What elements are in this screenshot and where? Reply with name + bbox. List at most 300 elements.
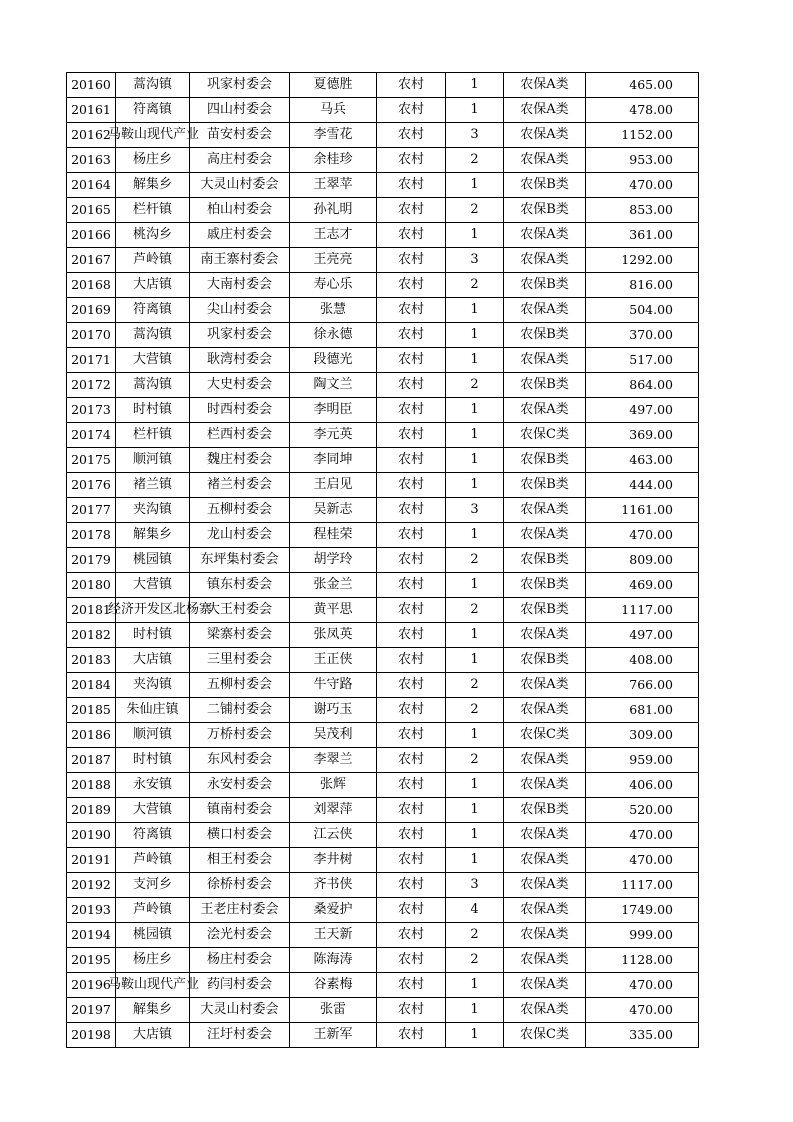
person-name-cell: 张慧 [290,298,377,323]
table-row [67,623,699,648]
village-committee-cell: 横口村委会 [190,823,290,848]
town-cell: 顺河镇 [116,448,190,473]
amount-cell: 470.00 [586,973,699,998]
insurance-class-cell: 农保B类 [504,798,586,823]
area-type-cell: 农村 [377,723,446,748]
town-cell: 芦岭镇 [116,898,190,923]
table-row [67,898,699,923]
count-cell: 2 [446,373,504,398]
area-type-cell: 农村 [377,623,446,648]
amount-cell: 361.00 [586,223,699,248]
village-committee-cell: 四山村委会 [190,98,290,123]
insurance-class-cell: 农保A类 [504,523,586,548]
count-cell: 1 [446,323,504,348]
record-id-cell: 20181 [67,598,116,623]
count-cell: 1 [446,773,504,798]
village-committee-cell: 苗安村委会 [190,123,290,148]
record-id-cell: 20187 [67,748,116,773]
record-id-cell: 20176 [67,473,116,498]
insurance-class-cell: 农保A类 [504,123,586,148]
count-cell: 2 [446,698,504,723]
amount-cell: 1128.00 [586,948,699,973]
town-cell: 芦岭镇 [116,248,190,273]
town-cell: 符离镇 [116,98,190,123]
amount-cell: 1161.00 [586,498,699,523]
village-committee-cell: 尖山村委会 [190,298,290,323]
person-name-cell: 李明臣 [290,398,377,423]
person-name-cell: 胡学玲 [290,548,377,573]
count-cell: 1 [446,173,504,198]
amount-cell: 766.00 [586,673,699,698]
town-cell: 解集乡 [116,998,190,1023]
table-row [67,423,699,448]
count-cell: 3 [446,498,504,523]
amount-cell: 681.00 [586,698,699,723]
person-name-cell: 寿心乐 [290,273,377,298]
person-name-cell: 张凤英 [290,623,377,648]
record-id-cell: 20171 [67,348,116,373]
amount-cell: 470.00 [586,998,699,1023]
person-name-cell: 程桂荣 [290,523,377,548]
area-type-cell: 农村 [377,198,446,223]
table-row [67,848,699,873]
record-id-cell: 20198 [67,1023,116,1048]
count-cell: 1 [446,298,504,323]
insurance-class-cell: 农保A类 [504,623,586,648]
area-type-cell: 农村 [377,448,446,473]
town-cell: 桃园镇 [116,548,190,573]
record-id-cell: 20194 [67,923,116,948]
amount-cell: 816.00 [586,273,699,298]
count-cell: 1 [446,423,504,448]
record-id-cell: 20185 [67,698,116,723]
insurance-class-cell: 农保A类 [504,223,586,248]
table-row [67,98,699,123]
area-type-cell: 农村 [377,123,446,148]
town-cell: 大营镇 [116,798,190,823]
person-name-cell: 王志才 [290,223,377,248]
area-type-cell: 农村 [377,473,446,498]
amount-cell: 809.00 [586,548,699,573]
town-cell: 朱仙庄镇 [116,698,190,723]
record-id-cell: 20172 [67,373,116,398]
person-name-cell: 齐书侠 [290,873,377,898]
amount-cell: 470.00 [586,173,699,198]
insurance-class-cell: 农保C类 [504,1023,586,1048]
amount-cell: 369.00 [586,423,699,448]
record-id-cell: 20193 [67,898,116,923]
amount-cell: 370.00 [586,323,699,348]
table-row [67,823,699,848]
town-cell: 大营镇 [116,348,190,373]
village-committee-cell: 三里村委会 [190,648,290,673]
count-cell: 1 [446,798,504,823]
count-cell: 1 [446,1023,504,1048]
record-id-cell: 20161 [67,98,116,123]
amount-cell: 953.00 [586,148,699,173]
record-id-cell: 20163 [67,148,116,173]
village-committee-cell: 镇东村委会 [190,573,290,598]
village-committee-cell: 徐桥村委会 [190,873,290,898]
records-table-body [67,73,699,1048]
town-cell: 杨庄乡 [116,948,190,973]
person-name-cell: 张雷 [290,998,377,1023]
area-type-cell: 农村 [377,348,446,373]
town-cell: 栏杆镇 [116,423,190,448]
insurance-class-cell: 农保A类 [504,748,586,773]
count-cell: 2 [446,148,504,173]
village-committee-cell: 东风村委会 [190,748,290,773]
amount-cell: 1749.00 [586,898,699,923]
amount-cell: 408.00 [586,648,699,673]
village-committee-cell: 东坪集村委会 [190,548,290,573]
town-cell: 芦岭镇 [116,848,190,873]
village-committee-cell: 巩家村委会 [190,73,290,98]
area-type-cell: 农村 [377,848,446,873]
count-cell: 2 [446,748,504,773]
count-cell: 2 [446,923,504,948]
insurance-class-cell: 农保A类 [504,98,586,123]
area-type-cell: 农村 [377,98,446,123]
record-id-cell: 20179 [67,548,116,573]
area-type-cell: 农村 [377,373,446,398]
village-committee-cell: 大王村委会 [190,598,290,623]
area-type-cell: 农村 [377,573,446,598]
amount-cell: 406.00 [586,773,699,798]
count-cell: 3 [446,123,504,148]
town-cell: 解集乡 [116,173,190,198]
record-id-cell: 20192 [67,873,116,898]
count-cell: 1 [446,98,504,123]
table-row [67,573,699,598]
person-name-cell: 吴新志 [290,498,377,523]
amount-cell: 520.00 [586,798,699,823]
insurance-class-cell: 农保B类 [504,173,586,198]
amount-cell: 864.00 [586,373,699,398]
town-cell: 解集乡 [116,523,190,548]
record-id-cell: 20196 [67,973,116,998]
count-cell: 2 [446,948,504,973]
person-name-cell: 段德光 [290,348,377,373]
table-row [67,173,699,198]
person-name-cell: 徐永德 [290,323,377,348]
table-row [67,148,699,173]
insurance-class-cell: 农保C类 [504,723,586,748]
record-id-cell: 20191 [67,848,116,873]
town-cell: 马鞍山现代产业 [116,123,190,148]
town-cell: 蒿沟镇 [116,373,190,398]
record-id-cell: 20189 [67,798,116,823]
count-cell: 2 [446,548,504,573]
count-cell: 1 [446,73,504,98]
table-row [67,698,699,723]
person-name-cell: 王新军 [290,1023,377,1048]
count-cell: 1 [446,998,504,1023]
insurance-class-cell: 农保B类 [504,373,586,398]
town-cell: 杨庄乡 [116,148,190,173]
count-cell: 1 [446,723,504,748]
person-name-cell: 李同坤 [290,448,377,473]
village-committee-cell: 戚庄村委会 [190,223,290,248]
person-name-cell: 马兵 [290,98,377,123]
count-cell: 1 [446,448,504,473]
table-row [67,198,699,223]
record-id-cell: 20162 [67,123,116,148]
village-committee-cell: 柏山村委会 [190,198,290,223]
person-name-cell: 李雪花 [290,123,377,148]
area-type-cell: 农村 [377,998,446,1023]
town-cell: 经济开发区北杨寨 [116,598,190,623]
insurance-class-cell: 农保A类 [504,823,586,848]
town-cell: 桃园镇 [116,923,190,948]
amount-cell: 463.00 [586,448,699,473]
person-name-cell: 吴茂利 [290,723,377,748]
table-row [67,523,699,548]
table-row [67,548,699,573]
table-row [67,973,699,998]
village-committee-cell: 南王寨村委会 [190,248,290,273]
village-committee-cell: 杨庄村委会 [190,948,290,973]
town-cell: 时村镇 [116,748,190,773]
insurance-class-cell: 农保B类 [504,598,586,623]
area-type-cell: 农村 [377,73,446,98]
town-cell: 夹沟镇 [116,498,190,523]
town-cell: 大店镇 [116,648,190,673]
record-id-cell: 20170 [67,323,116,348]
area-type-cell: 农村 [377,223,446,248]
village-committee-cell: 王老庄村委会 [190,898,290,923]
amount-cell: 465.00 [586,73,699,98]
amount-cell: 309.00 [586,723,699,748]
area-type-cell: 农村 [377,273,446,298]
person-name-cell: 陶文兰 [290,373,377,398]
town-cell: 符离镇 [116,298,190,323]
insurance-class-cell: 农保A类 [504,923,586,948]
record-id-cell: 20164 [67,173,116,198]
area-type-cell: 农村 [377,248,446,273]
table-row [67,298,699,323]
table-row [67,773,699,798]
amount-cell: 335.00 [586,1023,699,1048]
record-id-cell: 20168 [67,273,116,298]
record-id-cell: 20186 [67,723,116,748]
area-type-cell: 农村 [377,873,446,898]
amount-cell: 504.00 [586,298,699,323]
table-row [67,123,699,148]
town-cell: 永安镇 [116,773,190,798]
insurance-class-cell: 农保B类 [504,323,586,348]
person-name-cell: 黄平思 [290,598,377,623]
count-cell: 1 [446,348,504,373]
table-row [67,398,699,423]
area-type-cell: 农村 [377,548,446,573]
table-row [67,798,699,823]
record-id-cell: 20178 [67,523,116,548]
insurance-class-cell: 农保A类 [504,873,586,898]
village-committee-cell: 褚兰村委会 [190,473,290,498]
record-id-cell: 20166 [67,223,116,248]
insurance-class-cell: 农保A类 [504,848,586,873]
village-committee-cell: 龙山村委会 [190,523,290,548]
area-type-cell: 农村 [377,673,446,698]
village-committee-cell: 耿湾村委会 [190,348,290,373]
amount-cell: 999.00 [586,923,699,948]
record-id-cell: 20174 [67,423,116,448]
area-type-cell: 农村 [377,423,446,448]
amount-cell: 853.00 [586,198,699,223]
amount-cell: 470.00 [586,848,699,873]
person-name-cell: 陈海涛 [290,948,377,973]
area-type-cell: 农村 [377,798,446,823]
record-id-cell: 20195 [67,948,116,973]
person-name-cell: 谷素梅 [290,973,377,998]
village-committee-cell: 万桥村委会 [190,723,290,748]
village-committee-cell: 浍光村委会 [190,923,290,948]
person-name-cell: 谢巧玉 [290,698,377,723]
village-committee-cell: 大灵山村委会 [190,173,290,198]
area-type-cell: 农村 [377,598,446,623]
record-id-cell: 20177 [67,498,116,523]
person-name-cell: 李元英 [290,423,377,448]
count-cell: 1 [446,398,504,423]
insurance-class-cell: 农保A类 [504,698,586,723]
table-row [67,873,699,898]
record-id-cell: 20190 [67,823,116,848]
table-row [67,998,699,1023]
table-row [67,498,699,523]
record-id-cell: 20167 [67,248,116,273]
amount-cell: 1117.00 [586,598,699,623]
record-id-cell: 20183 [67,648,116,673]
village-committee-cell: 药闫村委会 [190,973,290,998]
area-type-cell: 农村 [377,748,446,773]
count-cell: 3 [446,248,504,273]
record-id-cell: 20180 [67,573,116,598]
area-type-cell: 农村 [377,648,446,673]
town-cell: 时村镇 [116,623,190,648]
count-cell: 2 [446,598,504,623]
town-cell: 支河乡 [116,873,190,898]
amount-cell: 497.00 [586,623,699,648]
village-committee-cell: 栏西村委会 [190,423,290,448]
count-cell: 1 [446,223,504,248]
record-id-cell: 20169 [67,298,116,323]
village-committee-cell: 二铺村委会 [190,698,290,723]
area-type-cell: 农村 [377,173,446,198]
area-type-cell: 农村 [377,898,446,923]
village-committee-cell: 大史村委会 [190,373,290,398]
amount-cell: 1117.00 [586,873,699,898]
table-row [67,648,699,673]
insurance-class-cell: 农保B类 [504,448,586,473]
town-cell: 符离镇 [116,823,190,848]
insurance-class-cell: 农保A类 [504,73,586,98]
village-committee-cell: 五柳村委会 [190,498,290,523]
insurance-class-cell: 农保A类 [504,898,586,923]
count-cell: 1 [446,573,504,598]
amount-cell: 517.00 [586,348,699,373]
person-name-cell: 王启见 [290,473,377,498]
town-cell: 褚兰镇 [116,473,190,498]
town-cell: 蒿沟镇 [116,323,190,348]
table-row [67,348,699,373]
count-cell: 1 [446,848,504,873]
record-id-cell: 20188 [67,773,116,798]
area-type-cell: 农村 [377,323,446,348]
table-row [67,323,699,348]
record-id-cell: 20182 [67,623,116,648]
area-type-cell: 农村 [377,773,446,798]
amount-cell: 469.00 [586,573,699,598]
village-committee-cell: 梁寨村委会 [190,623,290,648]
amount-cell: 1292.00 [586,248,699,273]
count-cell: 4 [446,898,504,923]
insurance-class-cell: 农保A类 [504,298,586,323]
insurance-class-cell: 农保A类 [504,148,586,173]
table-row [67,73,699,98]
village-committee-cell: 五柳村委会 [190,673,290,698]
town-cell: 桃沟乡 [116,223,190,248]
count-cell: 1 [446,973,504,998]
table-row [67,598,699,623]
insurance-class-cell: 农保A类 [504,398,586,423]
town-cell: 时村镇 [116,398,190,423]
amount-cell: 497.00 [586,398,699,423]
person-name-cell: 李井树 [290,848,377,873]
record-id-cell: 20175 [67,448,116,473]
record-id-cell: 20197 [67,998,116,1023]
amount-cell: 470.00 [586,823,699,848]
count-cell: 1 [446,623,504,648]
table-row [67,373,699,398]
amount-cell: 444.00 [586,473,699,498]
village-committee-cell: 永安村委会 [190,773,290,798]
town-cell: 蒿沟镇 [116,73,190,98]
table-row [67,948,699,973]
village-committee-cell: 大灵山村委会 [190,998,290,1023]
count-cell: 1 [446,823,504,848]
person-name-cell: 余桂珍 [290,148,377,173]
area-type-cell: 农村 [377,948,446,973]
area-type-cell: 农村 [377,148,446,173]
village-committee-cell: 魏庄村委会 [190,448,290,473]
person-name-cell: 刘翠萍 [290,798,377,823]
town-cell: 大店镇 [116,273,190,298]
table-row [67,673,699,698]
amount-cell: 470.00 [586,523,699,548]
insurance-class-cell: 农保A类 [504,248,586,273]
village-committee-cell: 镇南村委会 [190,798,290,823]
table-row [67,273,699,298]
table-row [67,723,699,748]
count-cell: 1 [446,648,504,673]
person-name-cell: 王亮亮 [290,248,377,273]
person-name-cell: 张金兰 [290,573,377,598]
insurance-class-cell: 农保B类 [504,648,586,673]
insurance-class-cell: 农保A类 [504,998,586,1023]
insurance-class-cell: 农保A类 [504,948,586,973]
insurance-class-cell: 农保A类 [504,348,586,373]
area-type-cell: 农村 [377,973,446,998]
records-table [66,72,699,1048]
area-type-cell: 农村 [377,823,446,848]
area-type-cell: 农村 [377,923,446,948]
insurance-class-cell: 农保A类 [504,773,586,798]
area-type-cell: 农村 [377,698,446,723]
insurance-class-cell: 农保C类 [504,423,586,448]
village-committee-cell: 大南村委会 [190,273,290,298]
record-id-cell: 20160 [67,73,116,98]
